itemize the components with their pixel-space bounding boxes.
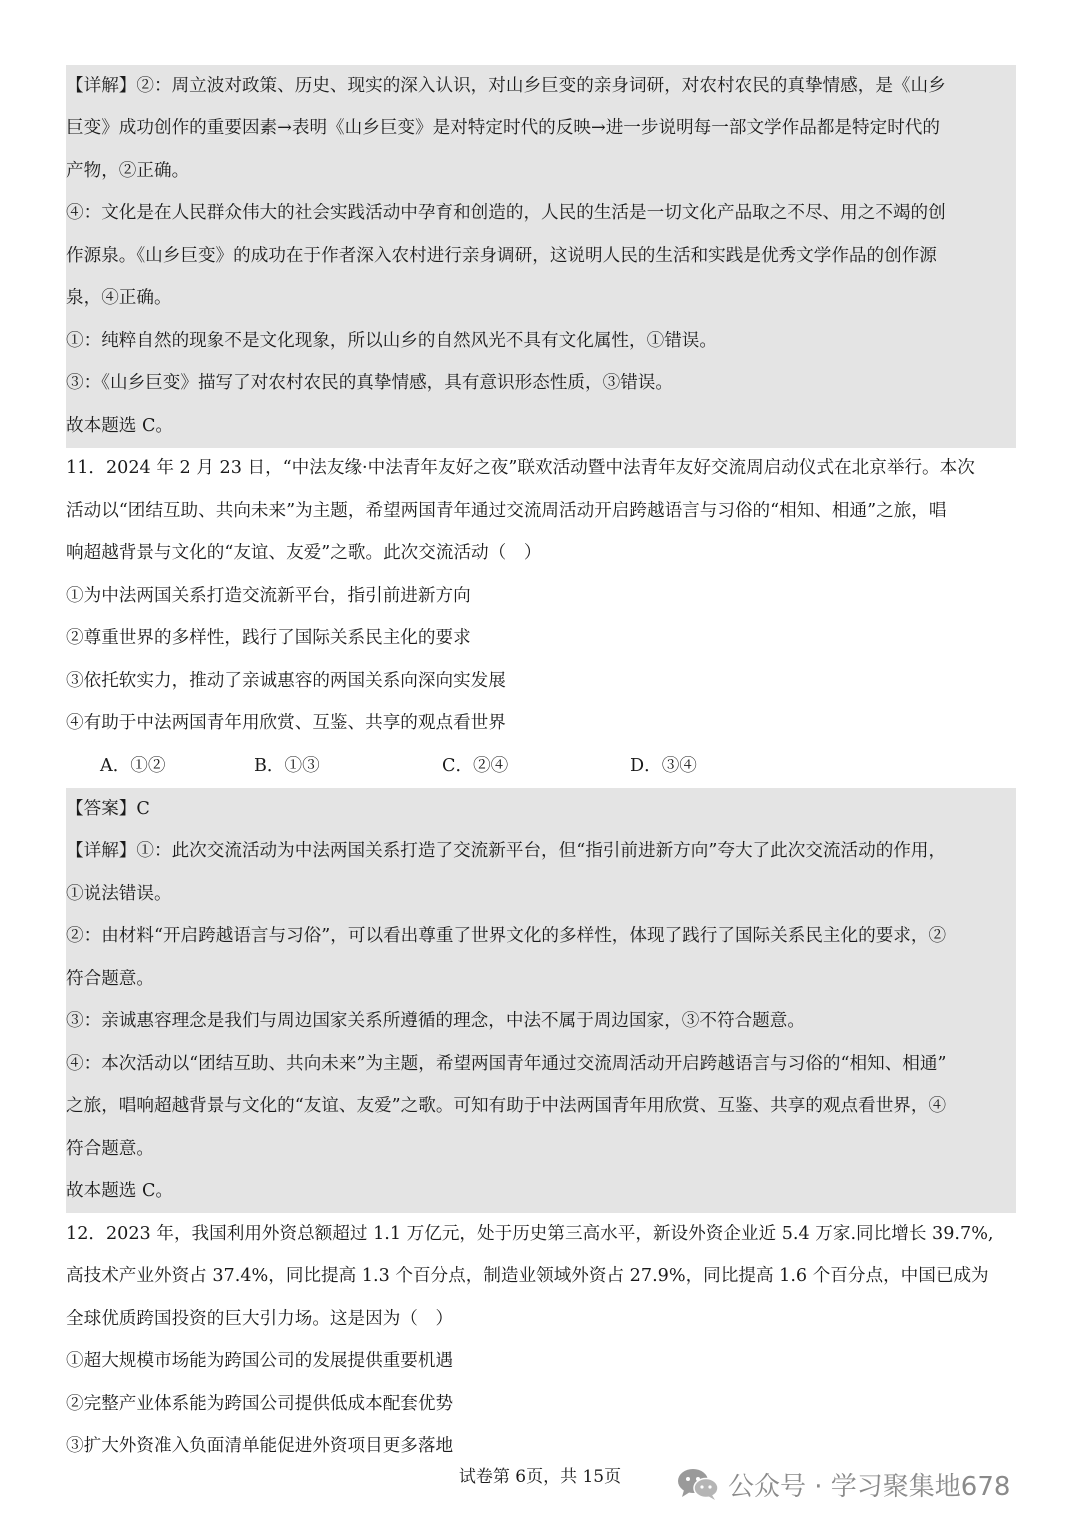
question-11-explanation-line: 【详解】①：此次交流活动为中法两国关系打造了交流新平台，但“指引前进新方向”夸大了此次交流活动的作用， <box>66 841 947 861</box>
question-11-explanation-line: ②：由材料“开启跨越语言与习俗”，可以看出尊重了世界文化的多样性，体现了践行了国际关系民主化的要求，② <box>66 926 947 946</box>
page-footer: 试卷第 6页，共 15页 <box>458 1467 622 1487</box>
question-11-conclusion: 故本题选 C。 <box>66 1181 174 1201</box>
watermark <box>676 1464 1010 1504</box>
explanation-line: ④：文化是在人民群众伟大的社会实践活动中孕育和创造的，人民的生活是一切文化产品取之不尽、用之不竭的创 <box>66 203 946 223</box>
question-11-explanation-line: ①说法错误。 <box>66 884 172 904</box>
explanation-line: ③：《山乡巨变》描写了对农村农民的真挚情感，具有意识形态性质，③错误。 <box>66 373 673 393</box>
explanation-line: 产物，②正确。 <box>66 161 190 181</box>
explanation-line: 巨变》成功创作的重要因素→表明《山乡巨变》是对特定时代的反映→进一步说明每一部文学作品都是特定时代的 <box>66 118 940 138</box>
explanation-line: ①：纯粹自然的现象不是文化现象，所以山乡的自然风光不具有文化属性，①错误。 <box>66 331 717 351</box>
question-12-stem: 全球优质跨国投资的巨大引力场。这是因为（ ） <box>66 1309 454 1329</box>
question-11-statement: ④有助于中法两国青年用欣赏、互鉴、共享的观点看世界 <box>66 713 506 733</box>
explanation-line: 泉，④正确。 <box>66 288 172 308</box>
question-11-option-a: A．①② <box>100 756 166 776</box>
question-11-explanation-line: ③：亲诚惠容理念是我们与周边国家关系所遵循的理念，中法不属于周边国家，③不符合题意。 <box>66 1011 805 1031</box>
question-11-explanation-line: 符合题意。 <box>66 969 154 989</box>
question-12-stem: 12．2023 年，我国利用外资总额超过 1.1 万亿元，处于历史第三高水平，新设外资企业近 5.4 万家.同比增长 39.7%, <box>66 1224 994 1244</box>
question-11-option-c: C．②④ <box>442 756 509 776</box>
question-11-option-b: B．①③ <box>254 756 320 776</box>
question-11-statement: ③依托软实力，推动了亲诚惠容的两国关系向深向实发展 <box>66 671 506 691</box>
question-11-stem: 11．2024 年 2 月 23 日，“中法友缘·中法青年友好之夜”联欢活动暨中法青年友好交流周启动仪式在北京举行。本次 <box>66 458 975 478</box>
question-12-stem: 高技术产业外资占 37.4%，同比提高 1.3 个百分点，制造业领域外资占 27.9%，同比提高 1.6 个百分点，中国已成为 <box>66 1266 989 1286</box>
question-11-explanation-line: 符合题意。 <box>66 1139 154 1159</box>
question-11-stem: 响超越背景与文化的“友谊、友爱”之歌。此次交流活动（ ） <box>66 543 542 563</box>
question-11-answer: 【答案】C <box>66 799 150 819</box>
question-11-stem: 活动以“团结互助、共向未来”为主题，希望两国青年通过交流周活动开启跨越语言与习俗的“相知、相通”之旅，唱 <box>66 501 947 521</box>
explanation-conclusion: 故本题选 C。 <box>66 416 174 436</box>
question-11-explanation-line: ④：本次活动以“团结互助、共向未来”为主题，希望两国青年通过交流周活动开启跨越语言与习俗的“相知、相通” <box>66 1054 947 1074</box>
question-12-statement: ③扩大外资准入负面清单能促进外资项目更多落地 <box>66 1436 454 1456</box>
question-11-statement: ①为中法两国关系打造交流新平台，指引前进新方向 <box>66 586 471 606</box>
question-11-explanation-line: 之旅，唱响超越背景与文化的“友谊、友爱”之歌。可知有助于中法两国青年用欣赏、互鉴、共享的观点看世界，④ <box>66 1096 947 1116</box>
wechat-logo-icon <box>676 1466 720 1502</box>
watermark-text: 公众号 · 学习聚集地678 <box>728 1471 1011 1502</box>
explanation-line: 【详解】②：周立波对政策、历史、现实的深入认识，对山乡巨变的亲身词研，对农村农民的真挚情感，是《山乡 <box>66 76 946 96</box>
question-11-statement: ②尊重世界的多样性，践行了国际关系民主化的要求 <box>66 628 471 648</box>
explanation-line: 作源泉。《山乡巨变》的成功在于作者深入农村进行亲身调研，这说明人民的生活和实践是优秀文学作品的创作源 <box>66 246 937 266</box>
question-11-option-d: D．③④ <box>630 756 697 776</box>
question-12-statement: ①超大规模市场能为跨国公司的发展提供重要机遇 <box>66 1351 454 1371</box>
question-12-statement: ②完整产业体系能为跨国公司提供低成本配套优势 <box>66 1394 454 1414</box>
